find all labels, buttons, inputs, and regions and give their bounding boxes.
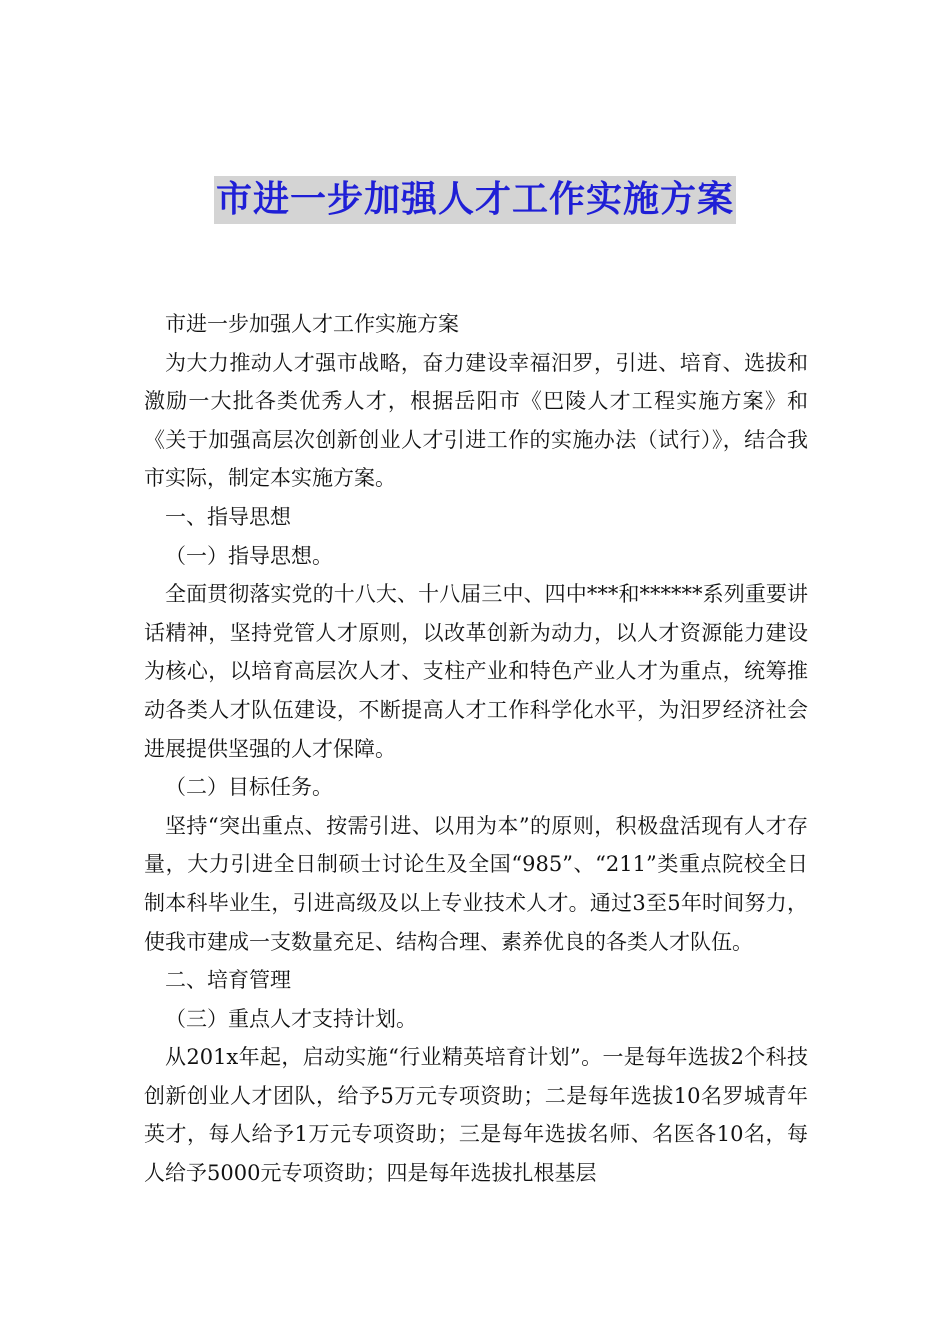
goals-paragraph: 坚持“突出重点、按需引进、以用为本”的原则，积极盘活现有人才存量，大力引进全日制硕士讨论生及全国“985”、“211”类重点院校全日制本科毕业生，引进高级及以上专业技术人才。通过3至5年时间努力，使我市建成一支数量充足、结构合理、素养优良的各类人才队伍。 [144,813,808,954]
document-body [144,305,808,1193]
key-talent-plan-paragraph: 从201x年起，启动实施“行业精英培育计划”。一是每年选拔2个科技创新创业人才团队，给予5万元专项资助；二是每年选拔10名罗城青年英才，每人给予1万元专项资助；三是每年选拔名师、名医各10名，每人给予5000元专项资助；四是每年选拔扎根基层 [144,1045,808,1186]
section-heading-training-management: 二、培育管理 [165,968,291,993]
intro-paragraph: 为大力推动人才强市战略，奋力建设幸福汨罗，引进、培育、选拔和激励一大批各类优秀人才，根据岳阳市《巴陵人才工程实施方案》和《关于加强高层次创新创业人才引进工作的实施办法（试行）》，结合我市实际，制定本实施方案。 [144,350,808,491]
section-heading-guiding-ideology: 一、指导思想 [165,504,291,529]
title-container [0,176,950,224]
guiding-ideology-paragraph: 全面贯彻落实党的十八大、十八届三中、四中***和******系列重要讲话精神，坚持党管人才原则，以改革创新为动力，以人才资源能力建设为核心，以培育高层次人才、支柱产业和特色产业人才为重点，统筹推动各类人才队伍建设，不断提高人才工作科学化水平，为汨罗经济社会进展提供坚强的人才保障。 [144,582,808,761]
subsection-heading-guiding-ideology: （一）指导思想。 [165,543,333,568]
subsection-heading-key-talent-plan: （三）重点人才支持计划。 [165,1006,417,1031]
subtitle-line: 市进一步加强人才工作实施方案 [165,312,459,336]
subsection-heading-goals: （二）目标任务。 [165,775,333,800]
document-title: 市进一步加强人才工作实施方案 [214,176,736,224]
